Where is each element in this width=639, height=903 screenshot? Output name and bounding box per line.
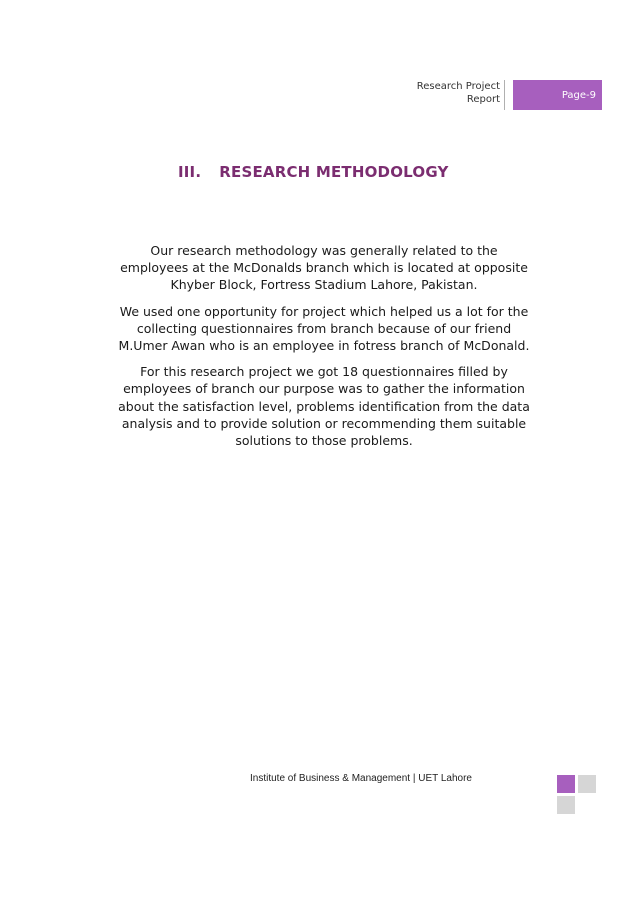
body-text [116,242,532,458]
section-heading [178,163,449,181]
paragraph-1: Our research methodology was generally related to the employees at the McDonalds branch which is located at opposite Khyber Block, Fortress Stadium Lahore, Pakistan. [120,243,528,293]
page-number: Page-9 [561,89,596,101]
footer-square-purple [557,775,575,793]
running-header [395,80,505,110]
section-title: RESEARCH METHODOLOGY [219,163,449,181]
paragraph-3: For this research project we got 18 questionnaires filled by employees of branch our purpose was to gather the information about the satisfaction level, problems identification from the data analysis and to provide solution or recommending them suitable solutions to those problems. [118,364,530,449]
footer-text: Institute of Business & Management | UET Lahore [250,773,472,784]
paragraph-2: We used one opportunity for project which helped us a lot for the collecting questionnaires from branch because of our friend M.Umer Awan who is an employee in fotress branch of McDonald. [118,303,530,354]
section-number: III. [178,163,202,181]
footer-square-gray-bottom [557,796,575,814]
page-number-tab [513,80,602,110]
footer-square-gray-right [578,775,596,793]
header-line-2: Report [466,94,500,105]
header-line-1: Research Project [416,81,500,92]
